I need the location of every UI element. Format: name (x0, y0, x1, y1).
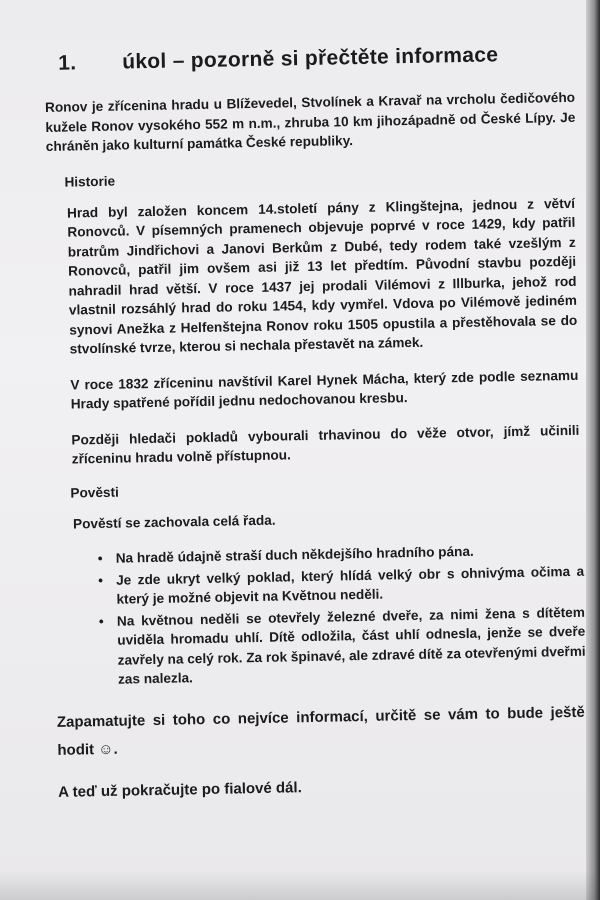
povesti-intro: Pověstí se zachovala celá řada. (72, 512, 276, 532)
historie-paragraph-3: Později hledači pokladů vybourali trhavinou do věže otvor, jímž učinili zříceninu hradu volně přístupnou. (71, 422, 580, 467)
historie-section (67, 193, 580, 469)
list-item: • Na hradě údajně straší duch někdejšího hradního pána. (98, 540, 584, 569)
historie-paragraph-2: V roce 1832 zříceninu navštívil Karel Hynek Mácha, který zde podle seznamu Hrady spatřené pořídil jednu nedochovanou kresbu. (70, 367, 579, 412)
task-number: 1. (57, 51, 77, 75)
document-content (44, 42, 588, 802)
section-heading-povesti: Pověsti (70, 484, 119, 501)
historie-paragraph-1: Hrad byl založen koncem 14.století pány z Klingštejna, jednou z větví Ronovců. V písemných pramenech objevuje poprvé v roce 1429, kdy patřil bratrům Jindřichovi a Janovi Berkům z Dubé, tedy rodem také vzešlým z Ronovců, patřil jim ovšem asi již 13 let předtím. Původní stavbu později nahradil hrad větší. V roce 1437 jej prodali Vilémovi z Illburka, jehož rod vlastnil rozsáhlý hrad do roku 1454, kdy vymřel. Vdova po Vilémově jediném synovi Anežka z Helfenštejna Ronov roku 1505 opustila a přestěhovala se do stvolínské tvrze, kterou si nechala přestavět na zámek. (66, 195, 578, 357)
page-edge (586, 0, 600, 900)
memo-instruction: Zapamatujte si toho co nejvíce informací, určitě se vám to bude ještě hodit ☺. (56, 703, 585, 759)
task-title: úkol – pozorně si přečtěte informace (121, 43, 499, 74)
page-shadow (0, 870, 600, 900)
list-item: • Na květnou neděli se otevřely železné dveře, za nimi žena s dítětem uviděla hromadu uhlí. Dítě odložila, část uhlí odnesla, jenže se dveře zavřely na celý rok. Za rok špinavé, ale zdravé dítě za otevřenými dveřmi zas nalezla. (99, 602, 586, 689)
page-title (58, 42, 574, 76)
povesti-list (98, 540, 587, 690)
section-heading-historie: Historie (64, 173, 116, 190)
intro-paragraph: Ronov je zřícenina hradu u Blíževedel, Stvolínek a Kravař na vrcholu čedičového kužele Ronov vysokého 552 m n.m., zhruba 10 km jihozápadně od České Lípy. Je chráněn jako kulturní památka České republiky. (44, 89, 576, 154)
final-instruction: A teď už pokračujte po fialové dál. (58, 778, 302, 801)
list-item: • Je zde ukryt velký poklad, který hlídá velký obr s ohnivýma očima a který je možné objevit na Květnou neděli. (98, 561, 585, 609)
